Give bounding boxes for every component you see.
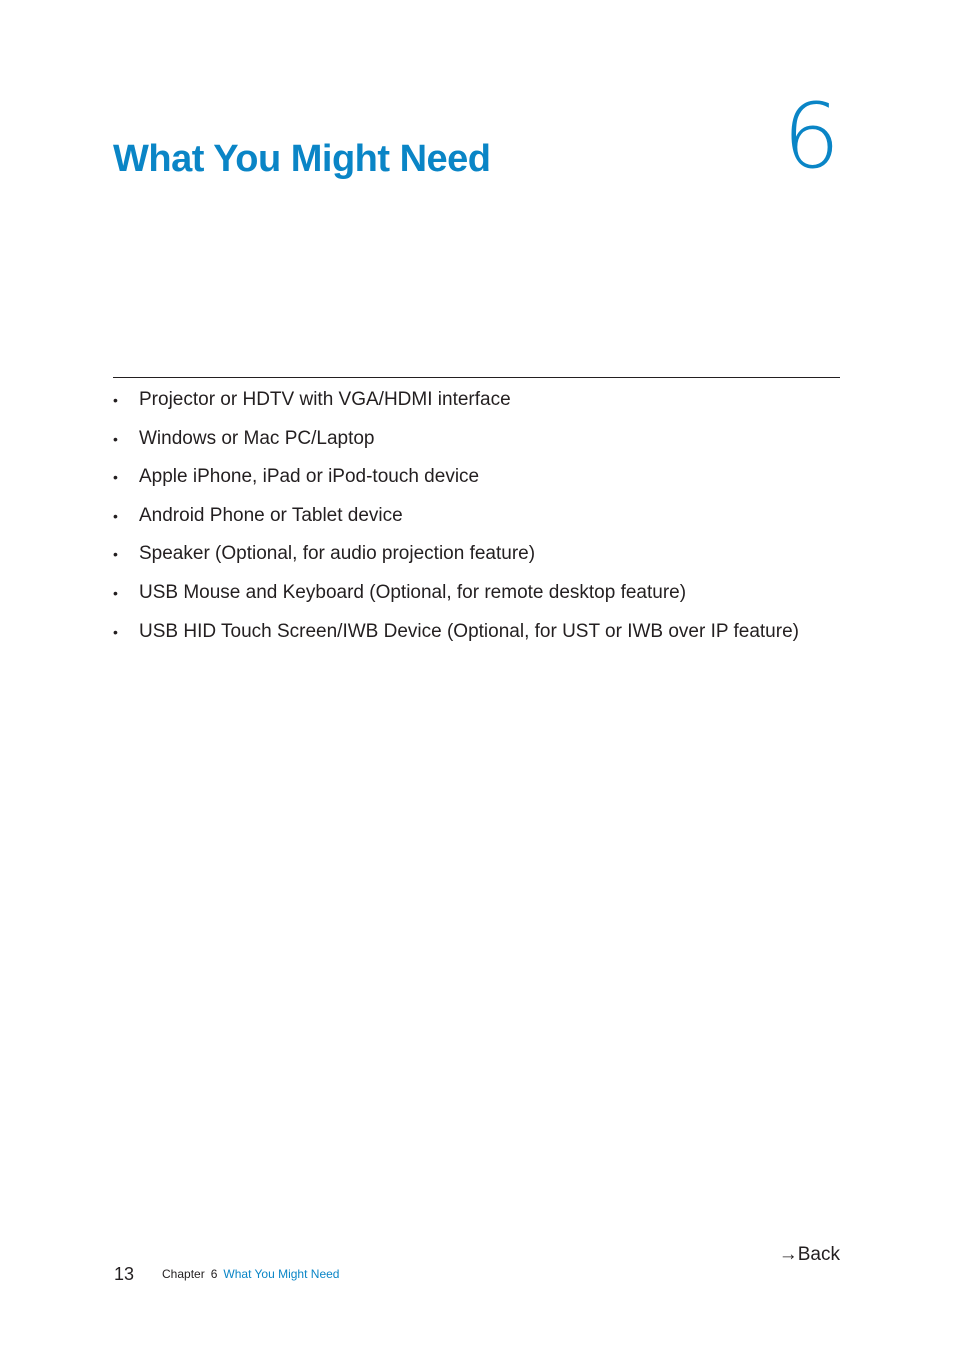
list-item-text: USB Mouse and Keyboard (Optional, for remote desktop feature) bbox=[139, 581, 687, 603]
list-item bbox=[113, 504, 840, 543]
footer-chapter-word: Chapter bbox=[162, 1267, 205, 1281]
bullet-icon: • bbox=[113, 507, 118, 524]
list-item-text: USB HID Touch Screen/IWB Device (Optional, for UST or IWB over IP feature) bbox=[139, 620, 799, 642]
chapter-number: 6 bbox=[782, 84, 840, 189]
list-item-text: Apple iPhone, iPad or iPod-touch device bbox=[139, 466, 480, 488]
bullet-icon: • bbox=[113, 430, 118, 447]
bullet-icon: • bbox=[113, 546, 118, 563]
section-divider bbox=[113, 377, 840, 378]
list-item bbox=[113, 542, 840, 581]
list-item bbox=[113, 388, 840, 427]
footer-chapter-label bbox=[162, 1267, 339, 1281]
bullet-icon: • bbox=[113, 584, 118, 601]
list-item bbox=[113, 581, 840, 620]
bullet-icon: • bbox=[113, 623, 118, 640]
bullet-icon: • bbox=[113, 392, 118, 408]
list-item bbox=[113, 427, 840, 466]
bullet-icon: • bbox=[113, 469, 118, 486]
footer-chapter-title: What You Might Need bbox=[223, 1267, 340, 1281]
chapter-title: What You Might Need bbox=[113, 138, 491, 180]
list-item bbox=[113, 465, 840, 504]
footer-chapter-number: 6 bbox=[210, 1267, 218, 1281]
requirements-list bbox=[113, 388, 840, 658]
back-link[interactable]: →Back bbox=[778, 1244, 840, 1265]
list-item-text: Projector or HDTV with VGA/HDMI interface bbox=[139, 389, 511, 410]
page-number: 13 bbox=[114, 1264, 135, 1284]
list-item-text: Android Phone or Tablet device bbox=[139, 504, 403, 526]
list-item-text: Windows or Mac PC/Laptop bbox=[139, 427, 375, 449]
list-item bbox=[113, 620, 840, 659]
list-item-text: Speaker (Optional, for audio projection feature) bbox=[139, 543, 536, 565]
